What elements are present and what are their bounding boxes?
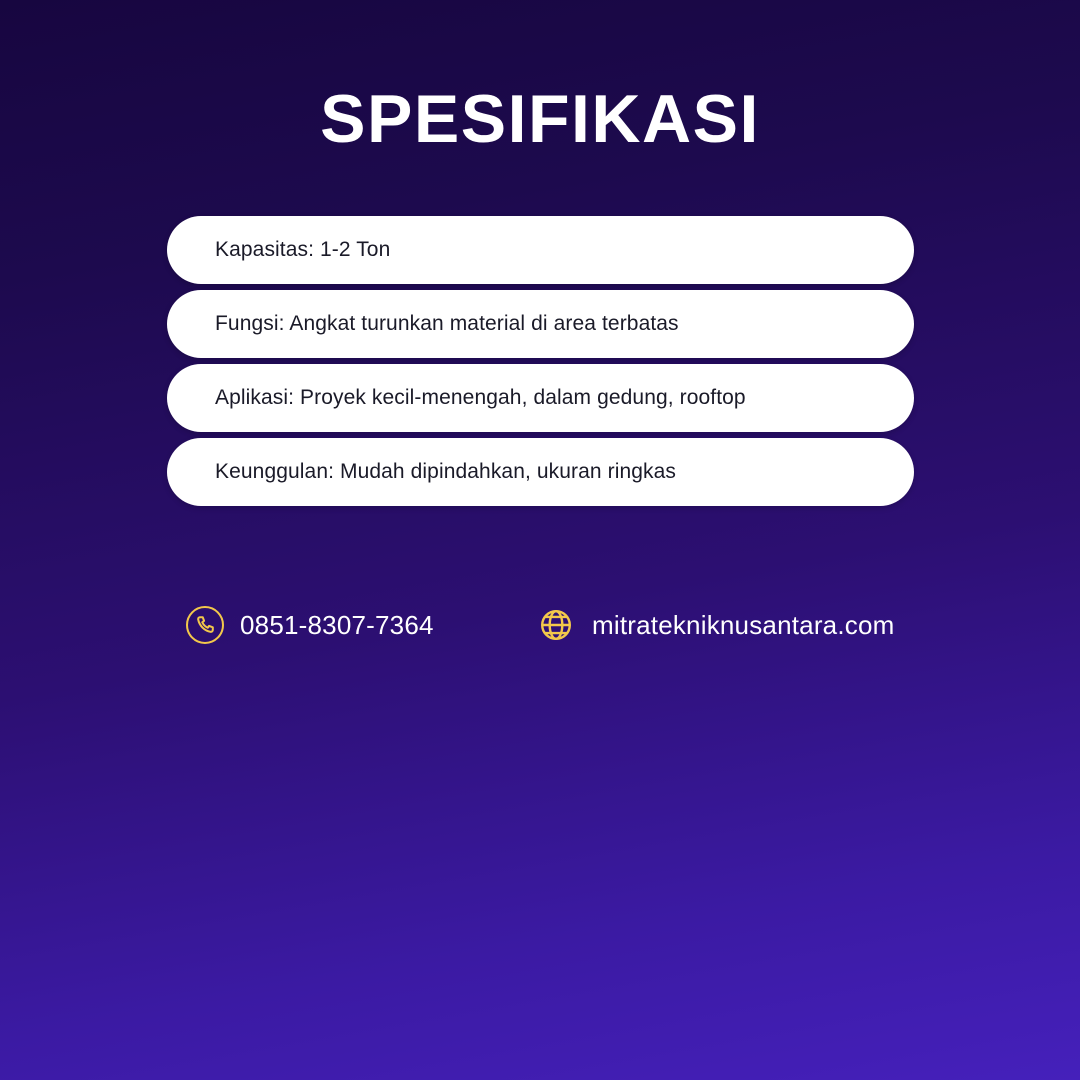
contact-phone[interactable]: [186, 606, 536, 644]
spec-label: Aplikasi: Proyek kecil-menengah, dalam gedung, rooftop: [215, 386, 746, 409]
page-title: SPESIFIKASI: [320, 81, 760, 157]
contact-website[interactable]: [536, 605, 894, 645]
list-item: [167, 290, 914, 358]
globe-icon: [536, 605, 576, 645]
contact-row: [186, 605, 946, 645]
list-item: [167, 438, 914, 506]
spec-list: [167, 216, 914, 506]
website-url: mitratekniknusantara.com: [592, 609, 895, 640]
list-item: [167, 364, 914, 432]
phone-number: 0851-8307-7364: [240, 609, 434, 640]
spec-label: Keunggulan: Mudah dipindahkan, ukuran ringkas: [215, 460, 676, 483]
spec-label: Fungsi: Angkat turunkan material di area terbatas: [215, 312, 679, 335]
list-item: [167, 216, 914, 284]
spec-label: Kapasitas: 1-2 Ton: [215, 238, 391, 261]
phone-icon: [186, 606, 224, 644]
